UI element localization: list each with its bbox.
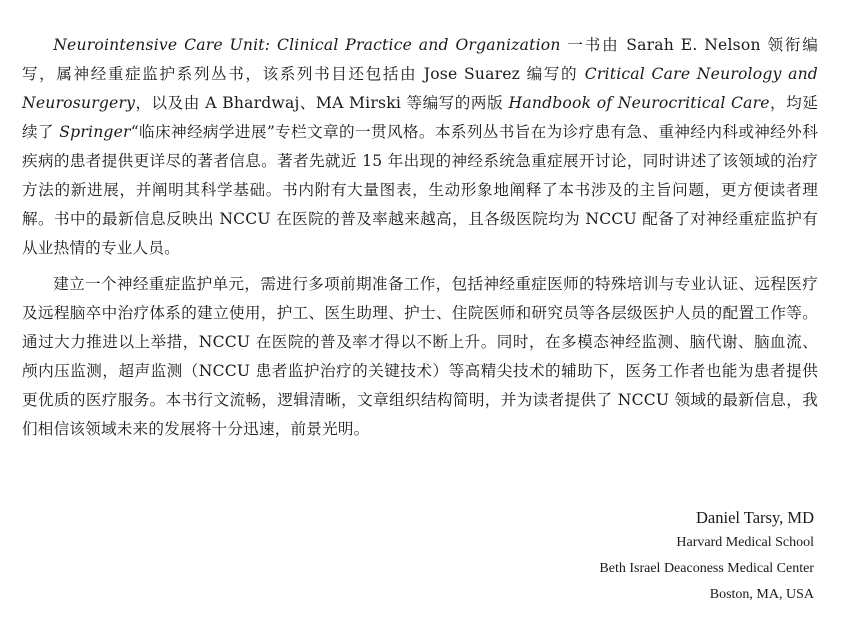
author-affiliation-hospital: Beth Israel Deaconess Medical Center [599, 561, 814, 576]
body-text: ，以及由 A Bhardwaj、MA Mirski 等编写的两版 [135, 94, 509, 112]
body-text: 建立一个神经重症监护单元，需进行多项前期准备工作，包括神经重症医师的特殊培训与专业认证、远程医疗及远程脑卒中治疗体系的建立使用，护工、医生助理、护士、住院医师和研究员等各层级医护人员的配置工作等。通过大力推进以上举措，NCCU 在医院的普及率才得以不断上升。同时，在多模态神经监测、脑代谢、脑血流、颅内压监测，超声监测（NCCU 患者监护治疗的关键技术）等高精尖技术的辅助下，医务工作者也能为患者提供更优质的医疗服务。本书行文流畅，逻辑清晰，文章组织结构简明，并为读者提供了 NCCU 领域的最新信息，我们相信该领域未来的发展将十分迅速，前景光明。 [22, 275, 818, 438]
italic-title-text: Springer [59, 123, 131, 141]
author-affiliation-school: Harvard Medical School [676, 535, 814, 550]
author-name: Daniel Tarsy, MD [696, 508, 814, 527]
body-text: 一书由 Sarah E. Nelson 领衔编写，属神经重症监护系列丛书，该系列书目还包括由 Jose Suarez 编写的 [22, 36, 818, 83]
signature-block [599, 506, 814, 608]
body-text: ，均延续了 [22, 94, 819, 141]
italic-title-text: Handbook of Neurocritical Care [508, 94, 770, 112]
author-location: Boston, MA, USA [709, 587, 814, 602]
body-text: “临床神经病学进展”专栏文章的一贯风格。本系列丛书旨在为诊疗患有急、重神经内科或神经外科疾病的患者提供更详尽的著者信息。著者先就近 15 年出现的神经系统急重症展开讨论，同时讲述了该领域的治疗方法的新进展，并阐明其科学基础。书内附有大量图表，生动形象地阐释了本书涉及的主旨问题，更方便读者理解。书中的最新信息反映出 NCCU 在医院的普及率越来越高，且各级医院均为 NCCU 配备了对神经重症监护有从业热情的专业人员。 [22, 123, 818, 257]
preface-paragraph-1 [22, 31, 818, 263]
preface-paragraph-2 [22, 270, 818, 444]
italic-title-text: Neurointensive Care Unit: Clinical Practice and Organization [53, 36, 561, 54]
italic-title-text: Critical Care Neurology and Neurosurgery [22, 65, 818, 112]
